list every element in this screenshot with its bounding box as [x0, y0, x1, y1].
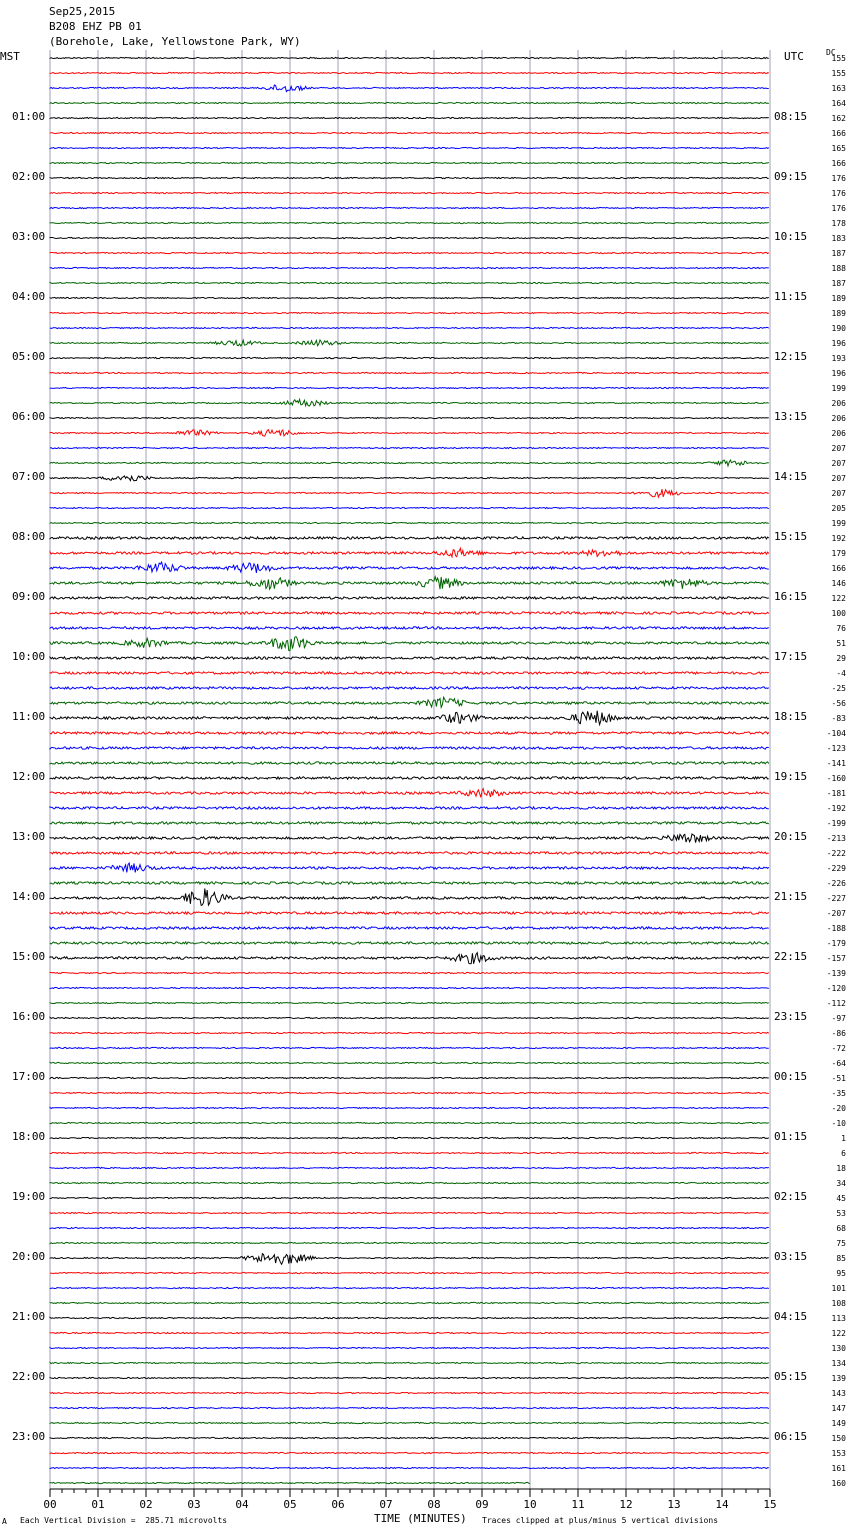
- utc-hour-label: 22:15: [774, 950, 808, 963]
- trace-line: [50, 117, 769, 118]
- dc-offset-value: 179: [831, 549, 846, 558]
- trace-line: [50, 672, 769, 674]
- dc-offset-value: -83: [831, 714, 846, 723]
- trace-line: [50, 1122, 769, 1123]
- trace-line: [50, 1062, 769, 1063]
- trace-line: [50, 399, 769, 406]
- dc-offset-value: -213: [826, 834, 846, 843]
- trace-line: [50, 447, 769, 448]
- utc-hour-label: 23:15: [774, 1010, 808, 1023]
- trace-line: [50, 863, 769, 872]
- mst-hour-label: 02:00: [12, 170, 46, 183]
- trace-line: [50, 1452, 769, 1453]
- dc-offset-value: 196: [831, 369, 846, 378]
- trace-line: [50, 430, 769, 436]
- trace-line: [50, 177, 769, 178]
- dc-offset-value: 161: [831, 1464, 846, 1473]
- trace-line: [50, 1092, 769, 1093]
- utc-hour-label: 06:15: [774, 1430, 808, 1443]
- dc-offset-value: 34: [836, 1179, 846, 1188]
- mst-hour-label: 16:00: [12, 1010, 46, 1023]
- trace-line: [50, 372, 769, 373]
- station-code: B208 EHZ PB 01: [49, 20, 142, 33]
- trace-line: [50, 1377, 769, 1378]
- dc-offset-value: 139: [831, 1374, 846, 1383]
- utc-label: UTC: [784, 50, 804, 63]
- dc-offset-value: 176: [831, 189, 846, 198]
- dc-offset-value: 76: [836, 624, 846, 633]
- dc-offset-value: 165: [831, 144, 846, 153]
- dc-offset-value: 146: [831, 579, 846, 588]
- mst-hour-label: 04:00: [12, 290, 46, 303]
- dc-offset-value: 18: [836, 1164, 846, 1173]
- dc-offset-value: 207: [831, 474, 846, 483]
- trace-line: [50, 1392, 769, 1393]
- dc-offset-value: 176: [831, 204, 846, 213]
- trace-line: [50, 882, 769, 884]
- dc-offset-value: 51: [836, 639, 846, 648]
- utc-hour-label: 20:15: [774, 830, 808, 843]
- x-tick-label: 13: [667, 1498, 681, 1511]
- x-tick-label: 10: [523, 1498, 537, 1511]
- dc-offset-value: 29: [836, 654, 846, 663]
- trace-line: [50, 1272, 769, 1273]
- trace-line: [50, 889, 769, 906]
- trace-line: [50, 417, 769, 418]
- x-tick-label: 06: [331, 1498, 345, 1511]
- trace-line: [50, 237, 769, 238]
- dc-offset-value: 155: [831, 69, 846, 78]
- trace-line: [50, 252, 769, 253]
- dc-offset-value: 207: [831, 489, 846, 498]
- trace-line: [50, 972, 769, 973]
- utc-hour-label: 11:15: [774, 290, 808, 303]
- utc-hour-label: 00:15: [774, 1070, 808, 1083]
- dc-offset-value: 153: [831, 1449, 846, 1458]
- dc-offset-value: -192: [826, 804, 846, 813]
- trace-line: [50, 1347, 769, 1348]
- dc-offset-value: -97: [831, 1014, 846, 1023]
- dc-label: DC: [826, 48, 836, 57]
- trace-line: [50, 711, 769, 725]
- trace-line: [50, 732, 769, 734]
- mst-hour-label: 19:00: [12, 1190, 46, 1203]
- dc-offset-value: 155: [831, 54, 846, 63]
- dc-offset-value: 196: [831, 339, 846, 348]
- trace-line: [50, 1227, 769, 1228]
- mst-hour-label: 15:00: [12, 950, 46, 963]
- dc-offset-value: 199: [831, 384, 846, 393]
- trace-line: [50, 912, 769, 914]
- trace-line: [50, 85, 769, 92]
- trace-line: [50, 1047, 769, 1048]
- x-tick-label: 07: [379, 1498, 393, 1511]
- dc-offset-value: -222: [826, 849, 846, 858]
- trace-line: [50, 489, 769, 497]
- dc-offset-value: 113: [831, 1314, 846, 1323]
- mst-hour-label: 12:00: [12, 770, 46, 783]
- dc-offset-value: 206: [831, 399, 846, 408]
- utc-hour-label: 10:15: [774, 230, 808, 243]
- trace-line: [50, 1107, 769, 1108]
- mst-hour-label: 14:00: [12, 890, 46, 903]
- dc-offset-value: -157: [826, 954, 846, 963]
- dc-offset-value: 190: [831, 324, 846, 333]
- mst-hour-label: 08:00: [12, 530, 46, 543]
- trace-line: [50, 822, 769, 824]
- trace-line: [50, 1467, 769, 1468]
- dc-offset-value: -20: [831, 1104, 846, 1113]
- trace-line: [50, 597, 769, 599]
- dc-offset-value: 122: [831, 1329, 846, 1338]
- trace-line: [50, 1152, 769, 1153]
- dc-offset-value: 189: [831, 309, 846, 318]
- dc-offset-value: 176: [831, 174, 846, 183]
- dc-offset-value: 108: [831, 1299, 846, 1308]
- mst-hour-label: 01:00: [12, 110, 46, 123]
- dc-offset-value: -199: [826, 819, 846, 828]
- trace-line: [50, 1212, 769, 1213]
- trace-line: [50, 627, 769, 629]
- dc-offset-value: 147: [831, 1404, 846, 1413]
- utc-hour-label: 14:15: [774, 470, 808, 483]
- dc-offset-value: -188: [826, 924, 846, 933]
- dc-offset-value: -72: [831, 1044, 846, 1053]
- trace-line: [50, 777, 769, 779]
- utc-hour-label: 16:15: [774, 590, 808, 603]
- dc-offset-value: 85: [836, 1254, 846, 1263]
- trace-line: [50, 1407, 769, 1408]
- trace-line: [50, 747, 769, 749]
- trace-line: [50, 807, 769, 809]
- trace-line: [50, 1197, 769, 1198]
- trace-line: [50, 1002, 769, 1003]
- mst-hour-label: 17:00: [12, 1070, 46, 1083]
- dc-offset-value: -229: [826, 864, 846, 873]
- dc-offset-value: 68: [836, 1224, 846, 1233]
- dc-offset-value: -226: [826, 879, 846, 888]
- mst-hour-label: 07:00: [12, 470, 46, 483]
- dc-offset-value: 95: [836, 1269, 846, 1278]
- trace-line: [50, 192, 769, 193]
- trace-line: [50, 1182, 769, 1183]
- trace-line: [50, 1332, 769, 1333]
- trace-line: [50, 357, 769, 358]
- trace-line: [50, 562, 769, 573]
- utc-hour-label: 04:15: [774, 1310, 808, 1323]
- dc-offset-value: 199: [831, 519, 846, 528]
- trace-line: [50, 697, 769, 707]
- dc-offset-value: 193: [831, 354, 846, 363]
- trace-line: [50, 207, 769, 208]
- trace-line: [50, 637, 769, 651]
- trace-line: [50, 1242, 769, 1243]
- utc-hour-label: 05:15: [774, 1370, 808, 1383]
- dc-offset-value: 134: [831, 1359, 846, 1368]
- dc-offset-value: -179: [826, 939, 846, 948]
- dc-offset-value: -181: [826, 789, 846, 798]
- scale-note: Each Vertical Division = 285.71 microvolts: [20, 1516, 228, 1525]
- trace-line: [50, 1254, 769, 1265]
- trace-line: [50, 1302, 769, 1303]
- dc-offset-value: 149: [831, 1419, 846, 1428]
- dc-offset-value: -64: [831, 1059, 846, 1068]
- trace-line: [50, 267, 769, 268]
- trace-line: [50, 537, 769, 539]
- dc-offset-value: -120: [826, 984, 846, 993]
- x-tick-label: 01: [91, 1498, 105, 1511]
- trace-line: [50, 222, 769, 223]
- mst-hour-label: 09:00: [12, 590, 46, 603]
- trace-line: [50, 312, 769, 313]
- dc-offset-value: 166: [831, 159, 846, 168]
- trace-line: [50, 1137, 769, 1138]
- dc-offset-value: 75: [836, 1239, 846, 1248]
- x-tick-label: 05: [283, 1498, 297, 1511]
- trace-line: [50, 834, 769, 843]
- dc-offset-value: -227: [826, 894, 846, 903]
- dc-offset-value: 206: [831, 414, 846, 423]
- dc-offset-value: 143: [831, 1389, 846, 1398]
- x-tick-label: 04: [235, 1498, 249, 1511]
- trace-line: [50, 476, 769, 481]
- mst-hour-label: 18:00: [12, 1130, 46, 1143]
- trace-line: [50, 1077, 769, 1078]
- small-corner-mark: A: [2, 1517, 7, 1526]
- dc-offset-value: -25: [831, 684, 846, 693]
- dc-offset-value: 207: [831, 444, 846, 453]
- clip-note: Traces clipped at plus/minus 5 vertical divisions: [482, 1516, 719, 1525]
- chart-date: Sep25,2015: [49, 5, 116, 18]
- trace-line: [50, 132, 769, 133]
- utc-hour-label: 09:15: [774, 170, 808, 183]
- dc-offset-value: 163: [831, 84, 846, 93]
- mst-hour-label: 11:00: [12, 710, 46, 723]
- mst-hour-label: 10:00: [12, 650, 46, 663]
- trace-line: [50, 1017, 769, 1018]
- x-tick-label: 14: [715, 1498, 729, 1511]
- dc-offset-value: -104: [826, 729, 846, 738]
- utc-hour-label: 13:15: [774, 410, 808, 423]
- trace-line: [50, 1032, 769, 1033]
- trace-line: [50, 507, 769, 508]
- utc-hour-label: 15:15: [774, 530, 808, 543]
- utc-hour-label: 19:15: [774, 770, 808, 783]
- dc-offset-value: -160: [826, 774, 846, 783]
- dc-offset-value: 166: [831, 564, 846, 573]
- dc-offset-value: -35: [831, 1089, 846, 1098]
- dc-offset-value: 207: [831, 459, 846, 468]
- dc-offset-value: 100: [831, 609, 846, 618]
- trace-line: [50, 852, 769, 854]
- dc-offset-value: 1: [841, 1134, 846, 1143]
- x-tick-label: 11: [571, 1498, 585, 1511]
- trace-line: [50, 942, 769, 944]
- utc-hour-label: 18:15: [774, 710, 808, 723]
- dc-offset-value: -139: [826, 969, 846, 978]
- utc-hour-label: 01:15: [774, 1130, 808, 1143]
- trace-line: [50, 340, 769, 346]
- trace-line: [50, 327, 769, 328]
- trace-line: [50, 147, 769, 148]
- dc-offset-value: 45: [836, 1194, 846, 1203]
- mst-hour-label: 22:00: [12, 1370, 46, 1383]
- dc-offset-value: 187: [831, 249, 846, 258]
- trace-line: [50, 162, 769, 163]
- dc-offset-value: 150: [831, 1434, 846, 1443]
- utc-hour-label: 03:15: [774, 1250, 808, 1263]
- mst-hour-label: 23:00: [12, 1430, 46, 1443]
- trace-line: [50, 102, 769, 103]
- dc-offset-value: 53: [836, 1209, 846, 1218]
- trace-line: [50, 657, 769, 659]
- dc-offset-value: -112: [826, 999, 846, 1008]
- trace-line: [50, 1437, 769, 1438]
- utc-hour-label: 12:15: [774, 350, 808, 363]
- dc-offset-value: 130: [831, 1344, 846, 1353]
- trace-line: [50, 1317, 769, 1318]
- dc-offset-value: 183: [831, 234, 846, 243]
- utc-hour-label: 21:15: [774, 890, 808, 903]
- trace-line: [50, 1362, 769, 1363]
- mst-label: MST: [0, 50, 20, 63]
- mst-hour-label: 20:00: [12, 1250, 46, 1263]
- trace-line: [50, 1287, 769, 1288]
- dc-offset-value: -10: [831, 1119, 846, 1128]
- trace-line: [50, 297, 769, 298]
- dc-offset-value: 205: [831, 504, 846, 513]
- trace-line: [50, 577, 769, 590]
- x-tick-label: 15: [763, 1498, 777, 1511]
- x-tick-label: 02: [139, 1498, 153, 1511]
- utc-hour-label: 02:15: [774, 1190, 808, 1203]
- dc-offset-value: 166: [831, 129, 846, 138]
- dc-offset-value: 187: [831, 279, 846, 288]
- trace-line: [50, 687, 769, 689]
- mst-hour-label: 03:00: [12, 230, 46, 243]
- trace-line: [50, 953, 769, 964]
- dc-offset-value: -4: [836, 669, 846, 678]
- mst-hour-label: 06:00: [12, 410, 46, 423]
- x-tick-label: 08: [427, 1498, 441, 1511]
- trace-line: [50, 789, 769, 798]
- trace-line: [50, 987, 769, 988]
- dc-offset-value: 122: [831, 594, 846, 603]
- dc-offset-value: 189: [831, 294, 846, 303]
- trace-line: [50, 282, 769, 283]
- dc-offset-value: 188: [831, 264, 846, 273]
- dc-offset-value: 178: [831, 219, 846, 228]
- dc-offset-value: 160: [831, 1479, 846, 1488]
- trace-line: [50, 548, 769, 557]
- mst-hour-label: 05:00: [12, 350, 46, 363]
- trace-line: [50, 927, 769, 929]
- dc-offset-value: 192: [831, 534, 846, 543]
- utc-hour-label: 17:15: [774, 650, 808, 663]
- dc-offset-value: 206: [831, 429, 846, 438]
- dc-offset-value: 6: [841, 1149, 846, 1158]
- x-tick-label: 12: [619, 1498, 633, 1511]
- dc-offset-value: 164: [831, 99, 846, 108]
- station-location: (Borehole, Lake, Yellowstone Park, WY): [49, 35, 301, 48]
- trace-line: [50, 387, 769, 388]
- mst-hour-label: 21:00: [12, 1310, 46, 1323]
- trace-line: [50, 612, 769, 614]
- mst-hour-label: 13:00: [12, 830, 46, 843]
- dc-offset-value: -207: [826, 909, 846, 918]
- dc-offset-value: 162: [831, 114, 846, 123]
- trace-line: [50, 762, 769, 764]
- trace-line: [50, 522, 769, 523]
- x-axis-title: TIME (MINUTES): [374, 1512, 467, 1525]
- dc-offset-value: -123: [826, 744, 846, 753]
- trace-line: [50, 1167, 769, 1168]
- x-tick-label: 09: [475, 1498, 489, 1511]
- trace-line: [50, 460, 769, 466]
- trace-line: [50, 57, 769, 58]
- x-tick-label: 03: [187, 1498, 201, 1511]
- dc-offset-value: -86: [831, 1029, 846, 1038]
- dc-offset-value: -51: [831, 1074, 846, 1083]
- x-tick-label: 00: [43, 1498, 57, 1511]
- utc-hour-label: 08:15: [774, 110, 808, 123]
- dc-offset-value: -141: [826, 759, 846, 768]
- dc-offset-value: -56: [831, 699, 846, 708]
- trace-line: [50, 72, 769, 73]
- trace-line: [50, 1422, 769, 1423]
- dc-offset-value: 101: [831, 1284, 846, 1293]
